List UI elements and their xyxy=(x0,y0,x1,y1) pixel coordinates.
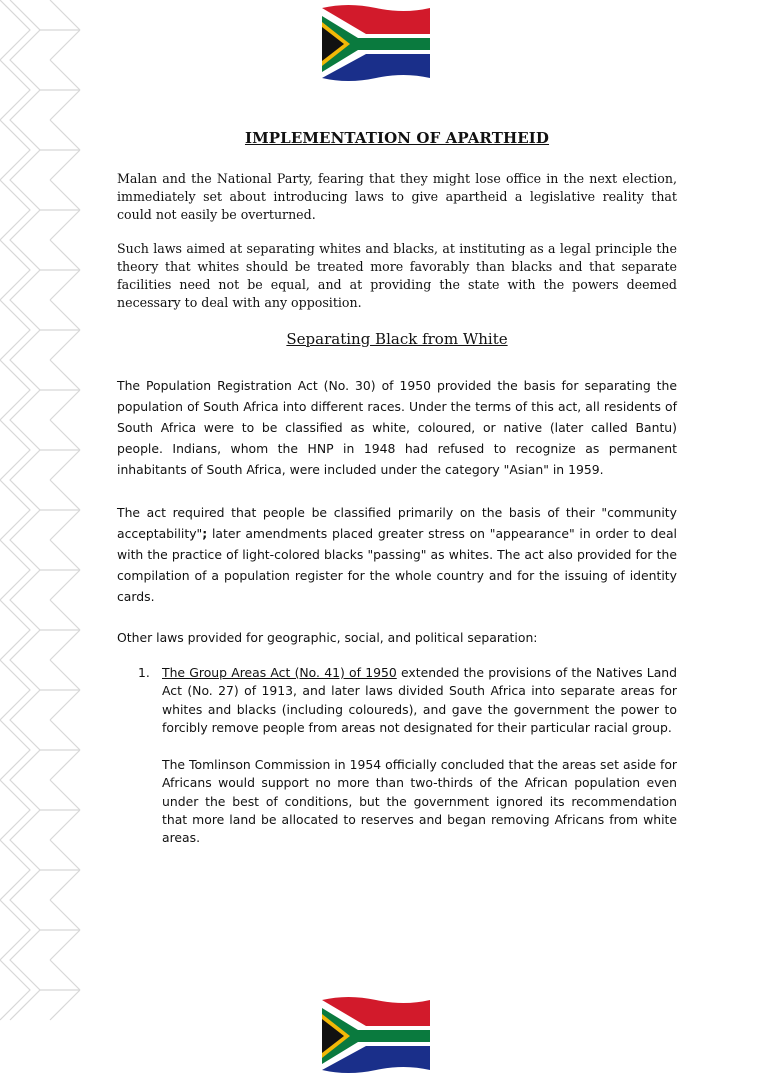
south-africa-flag-icon xyxy=(318,2,434,86)
section-paragraph-2 xyxy=(117,502,677,607)
paragraph-2-start: The act required that people be classified primarily on the basis of their "community acceptability" xyxy=(117,505,677,541)
list-item-note: The Tomlinson Commission in 1954 officially concluded that the areas set aside for Africans would support no more than two-thirds of the African population even under the best of conditions, but the government ignored its recommendation that more land be allocated to reserves and began removing Africans from white areas. xyxy=(162,757,677,846)
paragraph-2-end: later amendments placed greater stress on "appearance" in order to deal with the practice of light-colored blacks "passing" as whites. The act also provided for the compilation of a population register for the whole country and for the issuing of identity cards. xyxy=(117,526,677,604)
list-number: 1. xyxy=(138,665,150,680)
page-title: IMPLEMENTATION OF APARTHEID xyxy=(244,129,550,147)
intro-paragraph-1: Malan and the National Party, fearing that they might lose office in the next election, immediately set about introducing laws to give apartheid a legislative reality that could not easily be overturned. xyxy=(117,171,677,222)
group-areas-act-link[interactable]: The Group Areas Act (No. 41) of 1950 xyxy=(162,665,397,680)
south-africa-flag-icon-bottom xyxy=(318,994,434,1078)
section-paragraph-1: The Population Registration Act (No. 30) of 1950 provided the basis for separating the population of South Africa into different races. Under the terms of this act, all residents of South Africa were to be classified as white, coloured, or native (later called Bantu) people. Indians, whom the HNP in 1948 had refused to recognize as permanent inhabitants of South Africa, were included under the category "Asian" in 1959. xyxy=(117,378,677,477)
list-item-text: extended the provisions of the Natives Land Act (No. 27) of 1913, and later laws divided South Africa into separate areas for whites and blacks (including coloureds), and gave the government the power to forcibly remove people from areas not designated for their particular racial group. xyxy=(162,665,677,735)
list-item-body xyxy=(162,664,677,737)
decorative-chevron-pattern xyxy=(0,0,90,1024)
intro-paragraph-2: Such laws aimed at separating whites and blacks, at instituting as a legal principle the theory that whites should be treated more favorably than blacks and that separate facilities need not be equal, and at providing the state with the powers deemed necessary to deal with any opposition. xyxy=(117,241,677,310)
paragraph-2-semicolon: ; xyxy=(202,526,208,541)
section-paragraph-3: Other laws provided for geographic, social, and political separation: xyxy=(117,630,538,645)
section-title: Separating Black from White xyxy=(286,330,508,348)
